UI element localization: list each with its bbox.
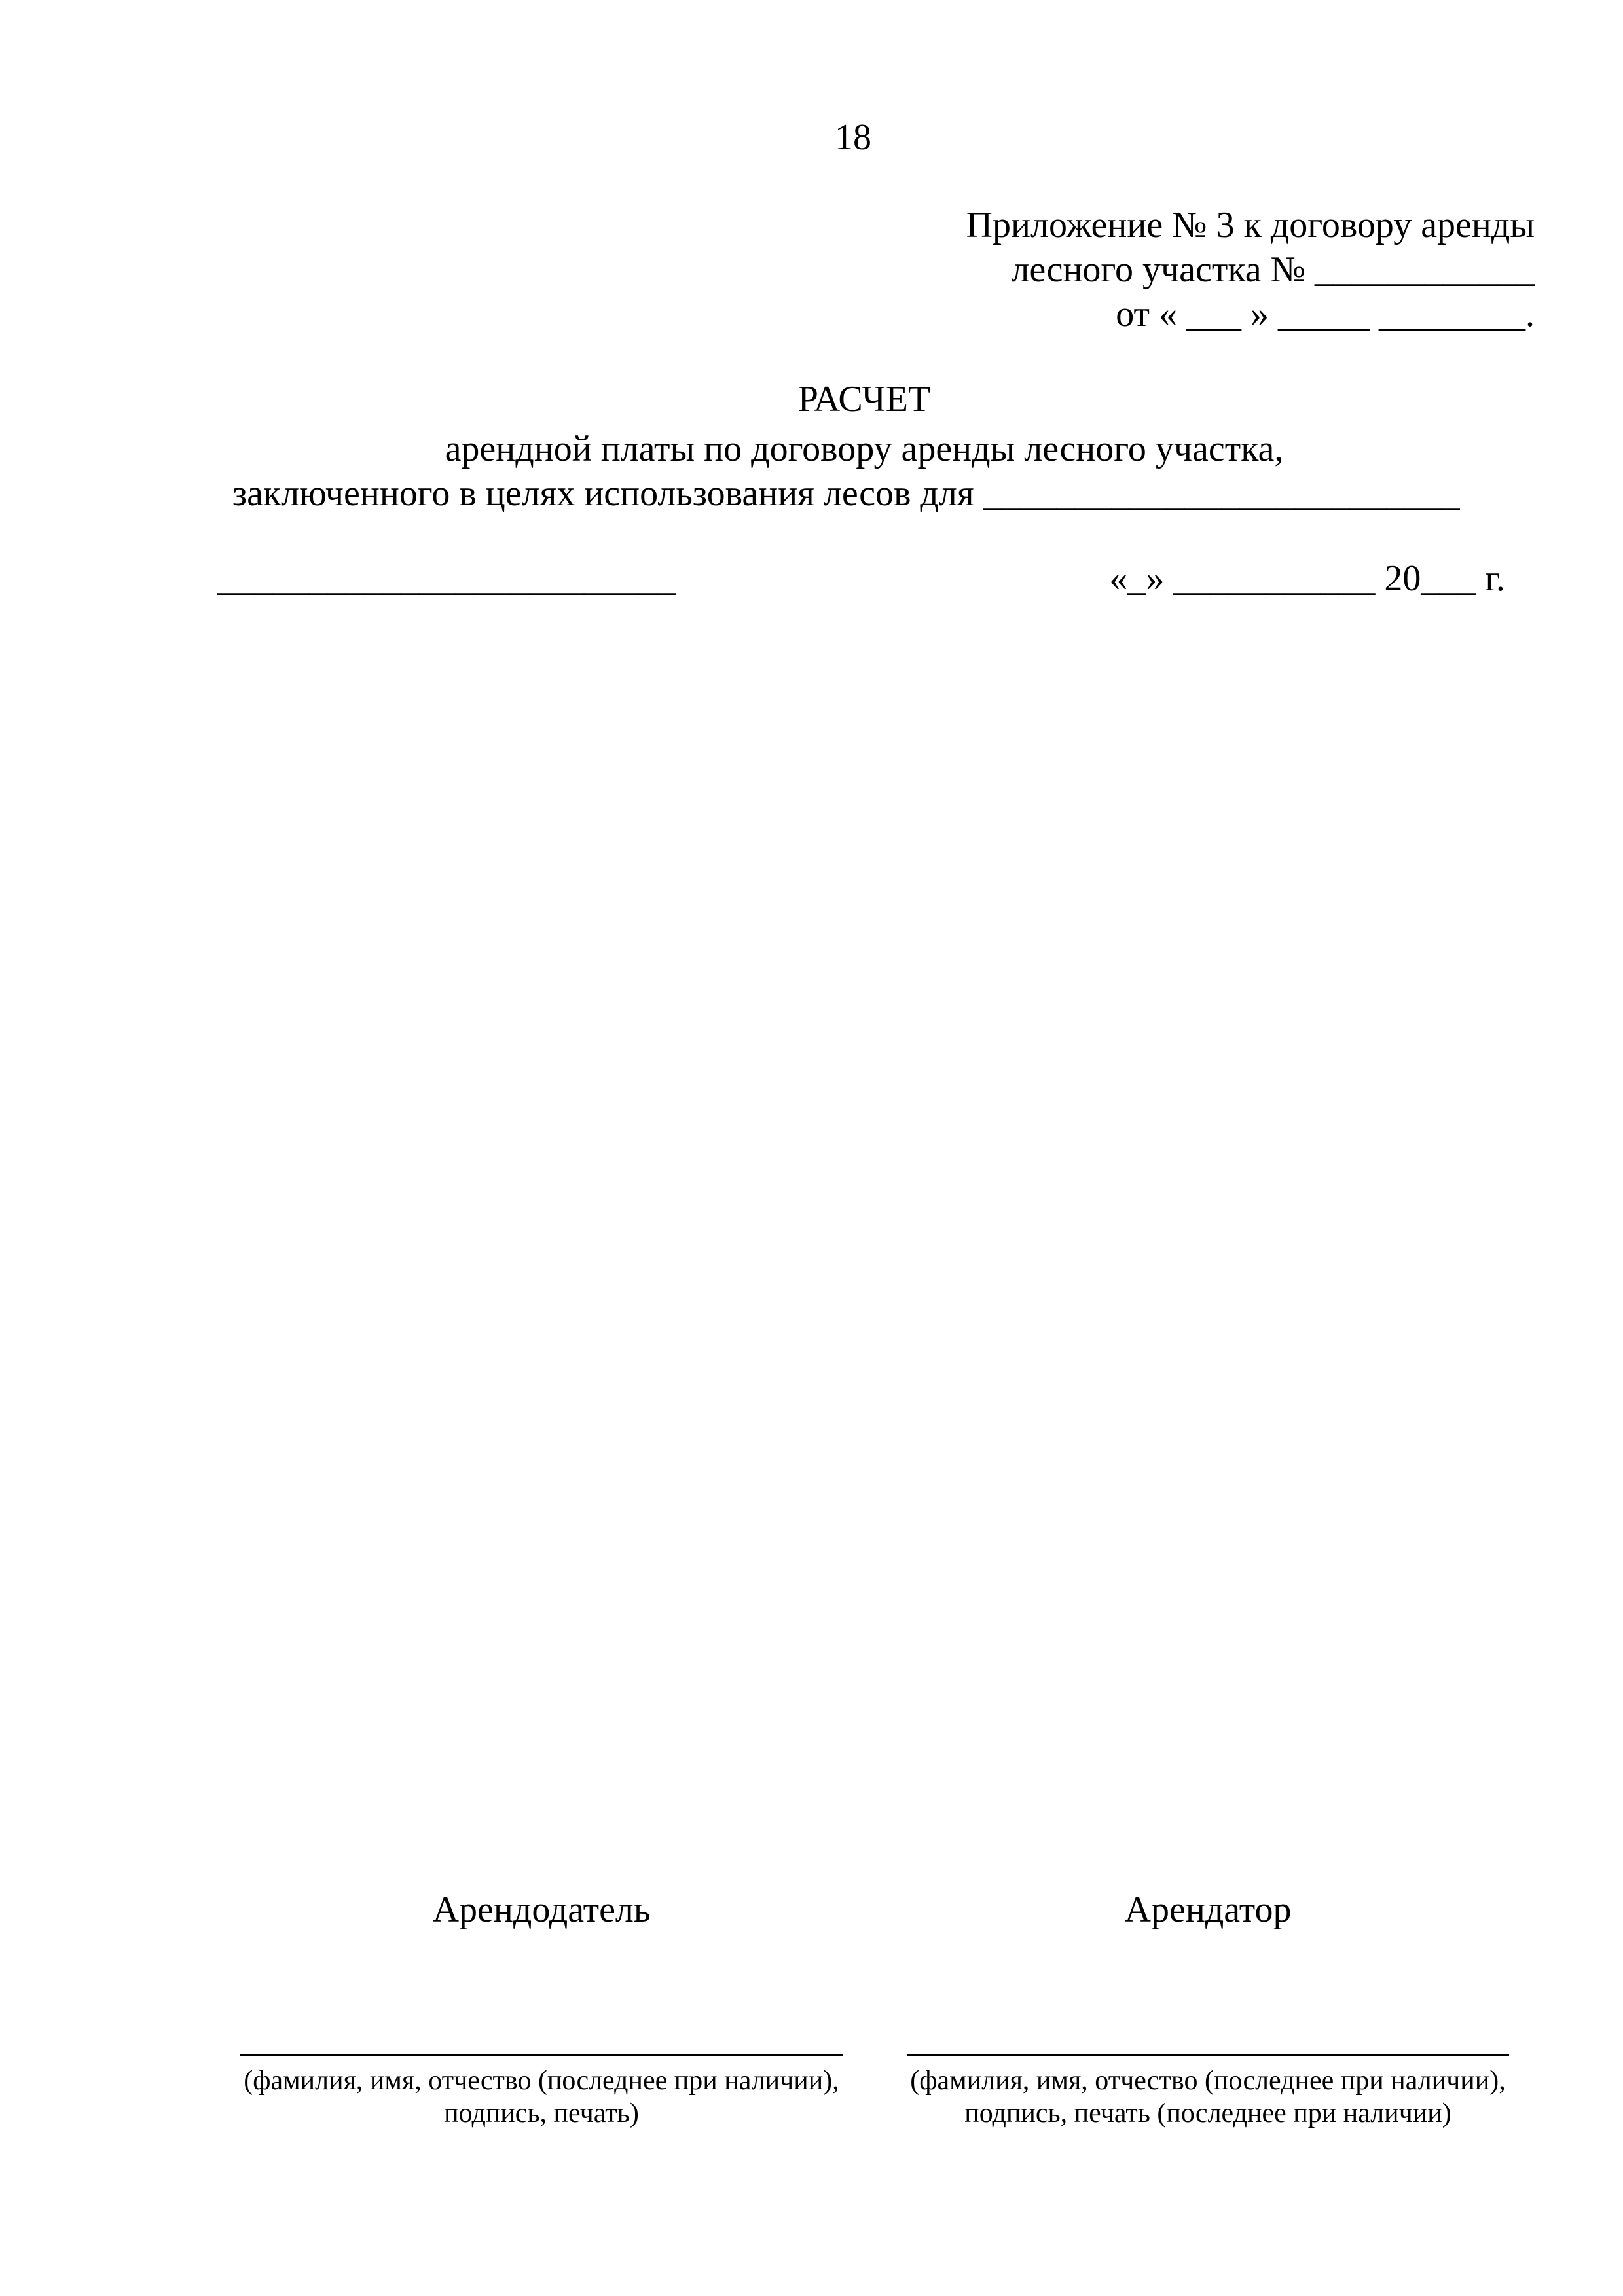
lessee-caption-line-2: подпись, печать (последнее при наличии)	[964, 2098, 1451, 2128]
place-field: _________________________	[217, 558, 676, 599]
lessor-caption-line-1: (фамилия, имя, отчество (последнее при наличии),	[244, 2066, 839, 2096]
appendix-line-3: от « ___ » _____ ________.	[1116, 294, 1535, 334]
lessor-title: Арендодатель	[432, 1890, 651, 1930]
lessee-caption-line-1: (фамилия, имя, отчество (последнее при наличии),	[910, 2066, 1506, 2096]
lessee-signature-line	[907, 2054, 1509, 2056]
lessee-title: Арендатор	[1124, 1890, 1292, 1930]
appendix-line-1: Приложение № 3 к договору аренды	[966, 205, 1535, 245]
lessor-caption-line-2: подпись, печать)	[444, 2098, 639, 2128]
date-field: «_» ___________ 20___ г.	[1109, 558, 1505, 599]
document-title: РАСЧЕТ	[797, 379, 931, 420]
appendix-line-2: лесного участка № ____________	[1011, 249, 1535, 290]
page-number: 18	[835, 117, 871, 158]
title-line-2: заключенного в целях использования лесов для __________________________	[232, 473, 1460, 514]
title-line-1: арендной платы по договору аренды лесного участка,	[445, 429, 1284, 469]
lessor-signature-line	[240, 2054, 843, 2056]
